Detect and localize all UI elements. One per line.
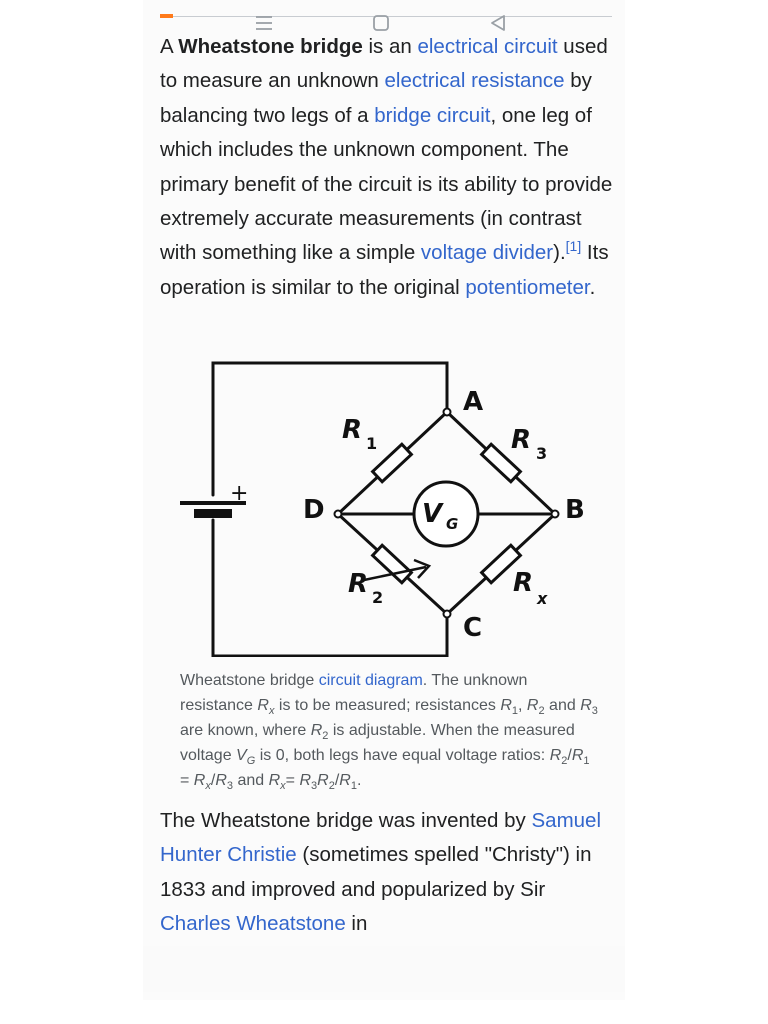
resistor-r1 xyxy=(373,444,412,482)
text: . xyxy=(356,772,362,789)
recent-apps-button[interactable] xyxy=(244,8,284,38)
text: / xyxy=(567,747,572,764)
node-a-dot xyxy=(444,409,451,416)
math-var: R xyxy=(339,772,351,789)
math-var: R xyxy=(571,747,584,764)
text: The Wheatstone bridge was invented by xyxy=(160,809,532,832)
math-sub: 3 xyxy=(311,780,318,793)
link-voltage-divider[interactable]: voltage divider xyxy=(420,241,554,265)
text: and xyxy=(544,697,581,714)
wire-bottom xyxy=(213,520,447,656)
system-nav-bar xyxy=(143,946,625,992)
math-sub: 2 xyxy=(328,780,335,793)
math-sub: 1 xyxy=(583,755,590,768)
math-sub: 1 xyxy=(511,705,519,718)
text: by balancing two legs of a xyxy=(160,69,592,127)
text: is 0, both legs have equal voltage ratios: xyxy=(255,747,550,764)
link-potentiometer[interactable]: potentiometer xyxy=(465,275,590,299)
math-sub: G xyxy=(246,755,256,768)
text: A xyxy=(160,35,179,58)
label-vg-sub: G xyxy=(446,515,459,533)
label-node-c: C xyxy=(463,613,483,643)
text: is an xyxy=(362,35,418,58)
node-d-dot xyxy=(335,511,342,518)
battery-plus-sign: + xyxy=(230,481,249,506)
label-r1-sub: 1 xyxy=(366,434,378,453)
text: Wheatstone bridge xyxy=(180,672,319,689)
text: / xyxy=(210,772,216,789)
math-sub: 1 xyxy=(350,780,357,793)
circuit-svg xyxy=(170,352,615,657)
label-rx: R xyxy=(513,568,534,598)
text: , one leg of which includes the unknown component. The primary benefit of the circuit is its ability to provide extremely accurate measurements (in contrast with something like a simple xyxy=(160,103,613,265)
math-var: R xyxy=(299,772,312,789)
text: , xyxy=(518,697,527,714)
link-bridge-circuit[interactable]: bridge circuit xyxy=(374,103,491,127)
text: used to measure an unknown xyxy=(160,35,608,93)
math-sub: x xyxy=(280,780,286,793)
figure-caption xyxy=(180,668,600,793)
label-node-a: A xyxy=(463,387,484,417)
text: and xyxy=(233,772,269,789)
header-accent xyxy=(160,14,173,18)
text: = xyxy=(285,772,300,789)
intro-paragraph xyxy=(160,30,615,305)
link-samuel-hunter-christie[interactable]: Samuel Hunter Christie xyxy=(160,809,602,867)
label-node-b: B xyxy=(565,495,585,525)
text: are known, where xyxy=(180,722,311,739)
math-var: R xyxy=(500,697,512,714)
link-electrical-resistance[interactable]: electrical resistance xyxy=(384,69,565,93)
node-c-dot xyxy=(444,611,451,618)
math-sub: x xyxy=(205,780,211,793)
home-icon xyxy=(371,14,391,32)
label-r3-sub: 3 xyxy=(536,444,548,463)
math-var: R xyxy=(257,697,269,714)
math-sub: 2 xyxy=(322,730,329,743)
math-var: R xyxy=(268,772,281,789)
link-charles-wheatstone[interactable]: Charles Wheatstone xyxy=(160,912,346,936)
history-paragraph xyxy=(160,804,615,942)
math-var: R xyxy=(526,697,539,714)
text: in xyxy=(345,912,368,936)
text: . xyxy=(589,275,596,299)
menu-icon xyxy=(254,14,274,32)
label-rx-sub: x xyxy=(537,589,548,608)
math-var: R xyxy=(310,722,323,739)
label-r2: R xyxy=(348,569,369,599)
math-sub: 2 xyxy=(538,705,545,718)
text: is adjustable. When the measured voltage xyxy=(180,722,575,764)
wheatstone-diagram[interactable] xyxy=(170,352,615,657)
text: (sometimes spelled "Christy") in 1833 and improved and popularized by Sir xyxy=(160,843,592,901)
math-sub: 3 xyxy=(226,780,233,793)
math-var: R xyxy=(193,772,206,789)
battery-negative-plate xyxy=(194,509,232,518)
label-r2-sub: 2 xyxy=(372,588,384,607)
home-button[interactable] xyxy=(361,8,401,38)
link-circuit-diagram[interactable]: circuit diagram xyxy=(318,672,423,689)
reference-1[interactable]: [1] xyxy=(565,238,582,255)
label-vg: V xyxy=(422,499,443,529)
label-node-d: D xyxy=(303,495,325,525)
text: ). xyxy=(553,241,566,265)
math-var: V xyxy=(236,747,247,764)
math-sub: x xyxy=(268,705,275,718)
math-var: R xyxy=(317,772,329,789)
link-electrical-circuit[interactable]: electrical circuit xyxy=(417,35,558,58)
back-button[interactable] xyxy=(478,8,518,38)
text: / xyxy=(334,772,340,789)
label-r3: R xyxy=(511,425,532,455)
math-var: R xyxy=(580,697,592,714)
text: . The unknown resistance xyxy=(180,672,528,714)
text: is to be measured; resistances xyxy=(274,697,501,714)
label-r1: R xyxy=(342,415,363,445)
math-var: R xyxy=(549,747,562,764)
text: = xyxy=(180,772,194,789)
article-term: Wheatstone bridge xyxy=(178,35,363,58)
math-sub: 3 xyxy=(591,705,598,718)
math-var: R xyxy=(215,772,227,789)
text: Its operation is similar to the original xyxy=(160,241,609,299)
math-sub: 2 xyxy=(561,755,568,768)
node-b-dot xyxy=(552,511,559,518)
wire-top xyxy=(213,363,447,495)
back-icon xyxy=(488,14,508,32)
